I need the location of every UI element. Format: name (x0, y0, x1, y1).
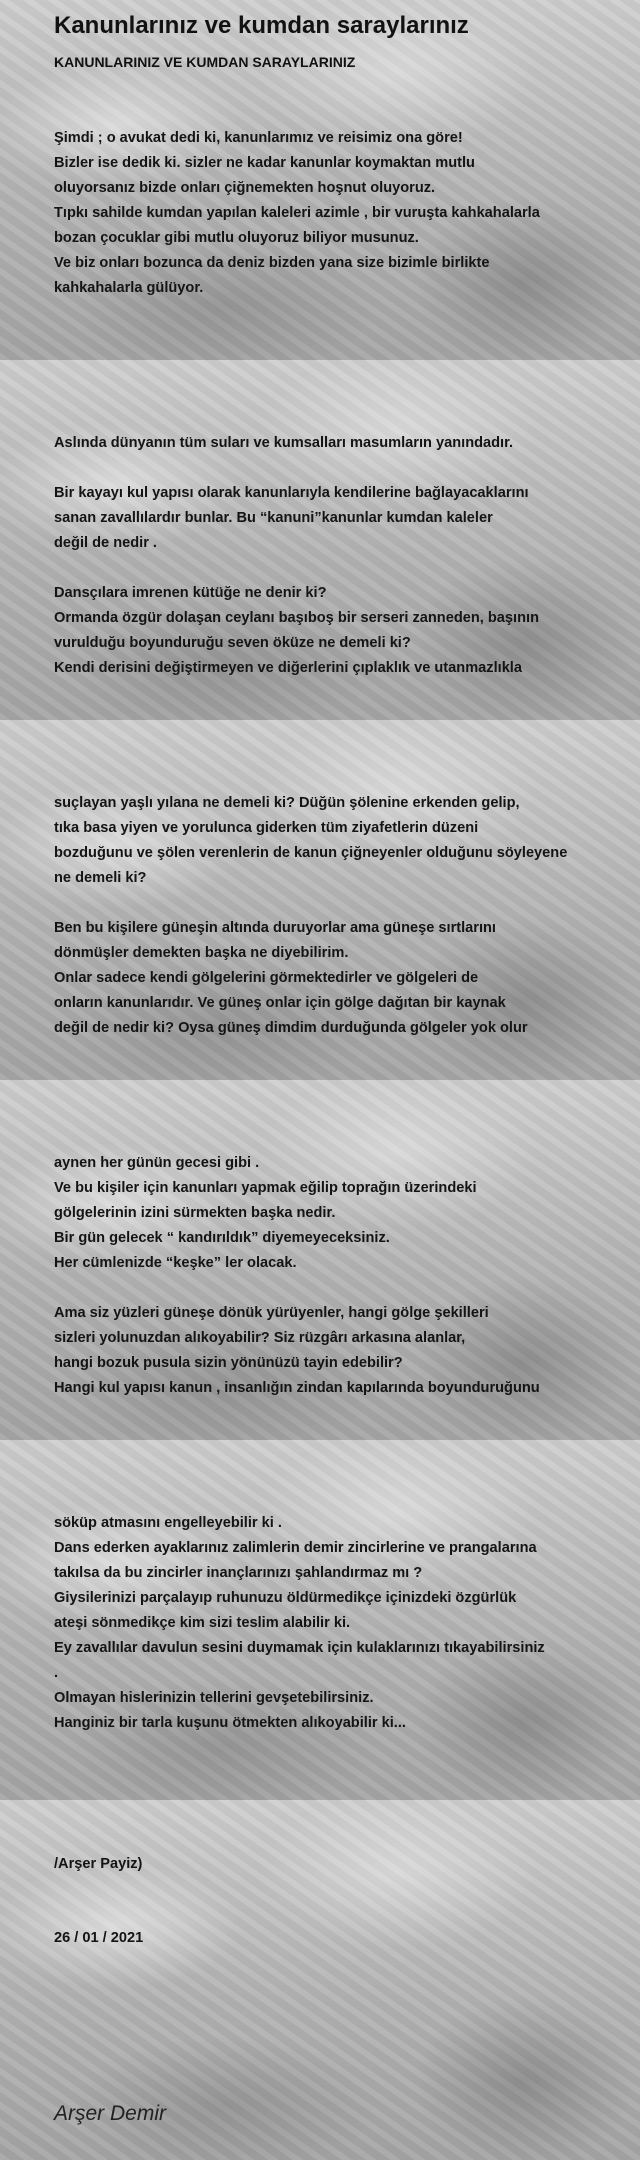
signature-line: /Arşer Payiz) (54, 1856, 143, 1872)
poem-panel-3 (0, 720, 640, 1080)
poem-text-5: söküp atmasını engelleyebilir ki . Dans ederken ayaklarınız zalimlerin demir zincirlerine ve prangalarına takılsa da bu zincirler inançlarınızı şahlandırmaz mı ? Giysilerinizi parçalayıp ruhunuzu öldürmedikçe içinizdeki özgürlük ateşi sönmedikçe kim sizi teslim alabilir ki. Ey zavallılar davulun sesini duymamak için kulaklarınızı tıkayabilirsiniz . Olmayan hislerinizin tellerini gevşetebilirsiniz. Hanginiz bir tarla kuşunu ötmekten alıkoyabilir ki... (54, 1515, 545, 1731)
poem-text-1: Şimdi ; o avukat dedi ki, kanunlarımız ve reisimiz ona göre! Bizler ise dedik ki. sizler ne kadar kanunlar koymaktan mutlu oluyorsanız bizde onları çiğnemekten hoşnut oluyoruz. Tıpkı sahilde kumdan yapılan kaleleri azimle , bir vuruşta kahkahalarla bozan çocuklar gibi mutlu oluyoruz biliyor musunuz. Ve biz onları bozunca da deniz bizden yana size bizimle birlikte kahkahalarla gülüyor. (54, 130, 540, 296)
poem-panel-2 (0, 360, 640, 720)
signature-panel (0, 1800, 640, 2160)
page-subtitle: KANUNLARINIZ VE KUMDAN SARAYLARINIZ (54, 54, 356, 70)
poem-panel-1 (0, 0, 640, 360)
poem-panel-5 (0, 1440, 640, 1800)
poem-date: 26 / 01 / 2021 (54, 1930, 144, 1946)
poem-text-3: suçlayan yaşlı yılana ne demeli ki? Düğün şölenine erkenden gelip, tıka basa yiyen ve yorulunca giderken tüm ziyafetlerin düzeni bozduğunu ve şölen verenlerin de kanun çiğneyenler olduğunu söyleyene ne demeli ki? Ben bu kişilere güneşin altında duruyorlar ama güneşe sırtlarını dönmüşler demekten başka ne diyebilirim. Onlar sadece kendi gölgelerini görmektedirler ve gölgeleri de onların kanunlarıdır. Ve güneş onlar için gölge dağıtan bir kaynak değil de nedir ki? Oysa güneş dimdim durduğunda gölgeler yok olur (54, 795, 568, 1036)
author-name: Arşer Demir (54, 2102, 167, 2125)
page-title: Kanunlarınız ve kumdan saraylarınız (54, 12, 469, 39)
poem-text-2: Aslında dünyanın tüm suları ve kumsalları masumların yanındadır. Bir kayayı kul yapısı olarak kanunlarıyla kendilerine bağlayacaklarını sanan zavallılardır bunlar. Bu “kanuni”kanunlar kumdan kaleler değil de nedir . Dansçılara imrenen kütüğe ne denir ki? Ormanda özgür dolaşan ceylanı başıboş bir serseri zanneden, başının vurulduğu boyunduruğu seven öküze ne demeli ki? Kendi derisini değiştirmeyen ve diğerlerini çıplaklık ve utanmazlıkla (54, 435, 539, 676)
poem-text-4: aynen her günün gecesi gibi . Ve bu kişiler için kanunları yapmak eğilip toprağın üzerindeki gölgelerinin izini sürmekten başka nedir. Bir gün gelecek “ kandırıldık” diyemeyeceksiniz. Her cümlenizde “keşke” ler olacak. Ama siz yüzleri güneşe dönük yürüyenler, hangi gölge şekilleri sizleri yolunuzdan alıkoyabilir? Siz rüzgârı arkasına alanlar, hangi bozuk pusula sizin yönünüzü tayin edebilir? Hangi kul yapısı kanun , insanlığın zindan kapılarında boyunduruğunu (54, 1155, 540, 1396)
poem-panel-4 (0, 1080, 640, 1440)
